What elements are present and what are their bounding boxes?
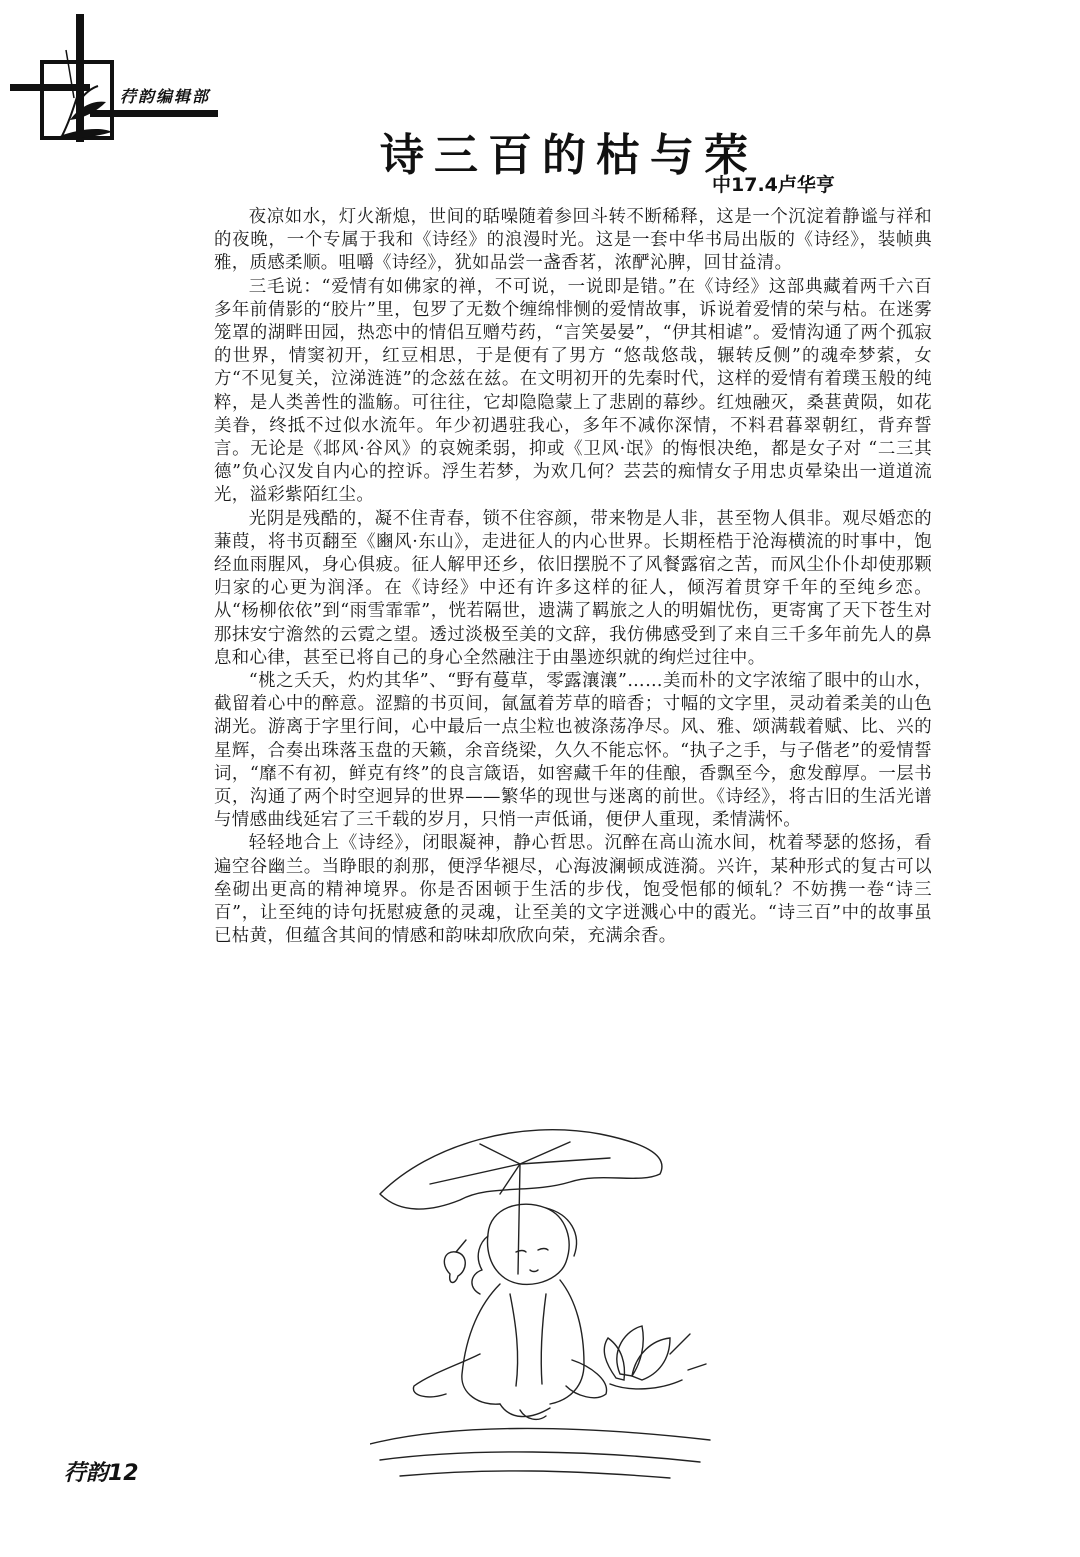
paragraph: 三毛说：“爱情有如佛家的禅，不可说，一说即是错。”在《诗经》这部典藏着两千六百多年前倩影的“胶片”里，包罗了无数个缠绵悱恻的爱情故事，诉说着爱情的荣与枯。在迷雾笼罩的湖畔田园，热恋中的情侣互赠芍药，“言笑晏晏”，“伊其相谑”。爱情沟通了两个孤寂的世界，情窦初开，红豆相思，于是便有了男方 “悠哉悠哉，辗转反侧”的魂牵梦萦，女方“不见复关，泣涕涟涟”的念兹在兹。在文明初开的先秦时代，这样的爱情有着璞玉般的纯粹，是人类善性的滥觞。可往往，它却隐隐蒙上了悲剧的幕纱。红烛融灭，桑葚黄陨，如花美眷，终抵不过似水流年。年少初遇驻我心，多年不减你深情，不料君暮翠朝红，背弃誓言。无论是《邶风·谷风》的哀婉柔弱，抑或《卫风·氓》的悔恨决绝，都是女子对 “二三其德”负心汉发自内心的控诉。浮生若梦，为欢几何？芸芸的痴情女子用忠贞晕染出一道道流光，溢彩紫陌红尘。 — [214, 276, 932, 506]
article-body — [214, 206, 932, 949]
magazine-logo — [0, 0, 230, 150]
section-label: 荇韵编辑部 — [120, 87, 211, 106]
paragraph: 光阴是残酷的，凝不住青春，锁不住容颜，带来物是人非，甚至物人俱非。观尽婚恋的蒹葭，将书页翻至《豳风·东山》，走进征人的内心世界。长期桎梏于沧海横流的时事中，饱经血雨腥风，身心俱疲。征人解甲还乡，依旧摆脱不了风餐露宿之苦，而风尘仆仆却使那颗归家的心更为润泽。在《诗经》中还有许多这样的征人，倾泻着贯穿千年的至纯乡恋。从“杨柳依依”到“雨雪霏霏”，恍若隔世，遗满了羁旅之人的明媚忧伤，更寄寓了天下苍生对那抹安宁澹然的云霓之望。透过淡极至美的文辞，我仿佛感受到了来自三千多年前先人的鼻息和心律，甚至已将自己的身心全然融注于由墨迹织就的绚烂过往中。 — [214, 508, 932, 668]
article-title: 诗三百的枯与荣 — [380, 130, 758, 182]
paragraph: 夜凉如水，灯火渐熄，世间的聒噪随着参回斗转不断稀释，这是一个沉淀着静谧与祥和的夜晚，一个专属于我和《诗经》的浪漫时光。这是一套中华书局出版的《诗经》，装帧典雅，质感柔顺。咀嚼《诗经》，犹如品尝一盏香茗，浓酽沁脾，回甘益清。 — [214, 207, 932, 274]
article-author: 中17.4卢华亨 — [712, 174, 835, 196]
bamboo-leaf-icon — [40, 40, 120, 140]
page-number: 荇韵12 — [64, 1461, 139, 1486]
paragraph: 轻轻地合上《诗经》，闭眼凝神，静心哲思。沉醉在高山流水间，枕着琴瑟的悠扬，看遍空谷幽兰。当睁眼的刹那，便浮华褪尽，心海波澜顿成涟漪。兴许，某种形式的复古可以垒砌出更高的精神境界。你是否困顿于生活的步伐，饱受悒郁的倾轧？不妨携一卷“诗三百”，让至纯的诗句抚慰疲惫的灵魂，让至美的文字迸溅心中的霞光。“诗三百”中的故事虽已枯黄，但蕴含其间的情感和韵味却欣欣向荣，充满余香。 — [214, 833, 932, 947]
paragraph: “桃之夭夭，灼灼其华”、“野有蔓草，零露瀼瀼”……美而朴的文字浓缩了眼中的山水，截留着心中的醉意。涩黯的书页间，氤氲着芳草的暗香；寸幅的文字里，灵动着柔美的山色湖光。游离于字里行间，心中最后一点尘粒也被涤荡净尽。风、雅、颂满载着赋、比、兴的星辉，合奏出珠落玉盘的天籁，余音绕梁，久久不能忘怀。“执子之手，与子偕老”的爱情誓词，“靡不有初，鲜克有终”的良言箴语，如窖藏千年的佳酿，香飘至今，愈发醇厚。一层书页，沟通了两个时空迥异的世界——繁华的现世与迷离的前世。《诗经》，将古旧的生活光谱与情感曲线延宕了三千载的岁月，只悄一声低诵，便伊人重现，柔情满怀。 — [214, 671, 932, 831]
girl-under-lotus-leaf-illustration — [370, 1124, 720, 1484]
